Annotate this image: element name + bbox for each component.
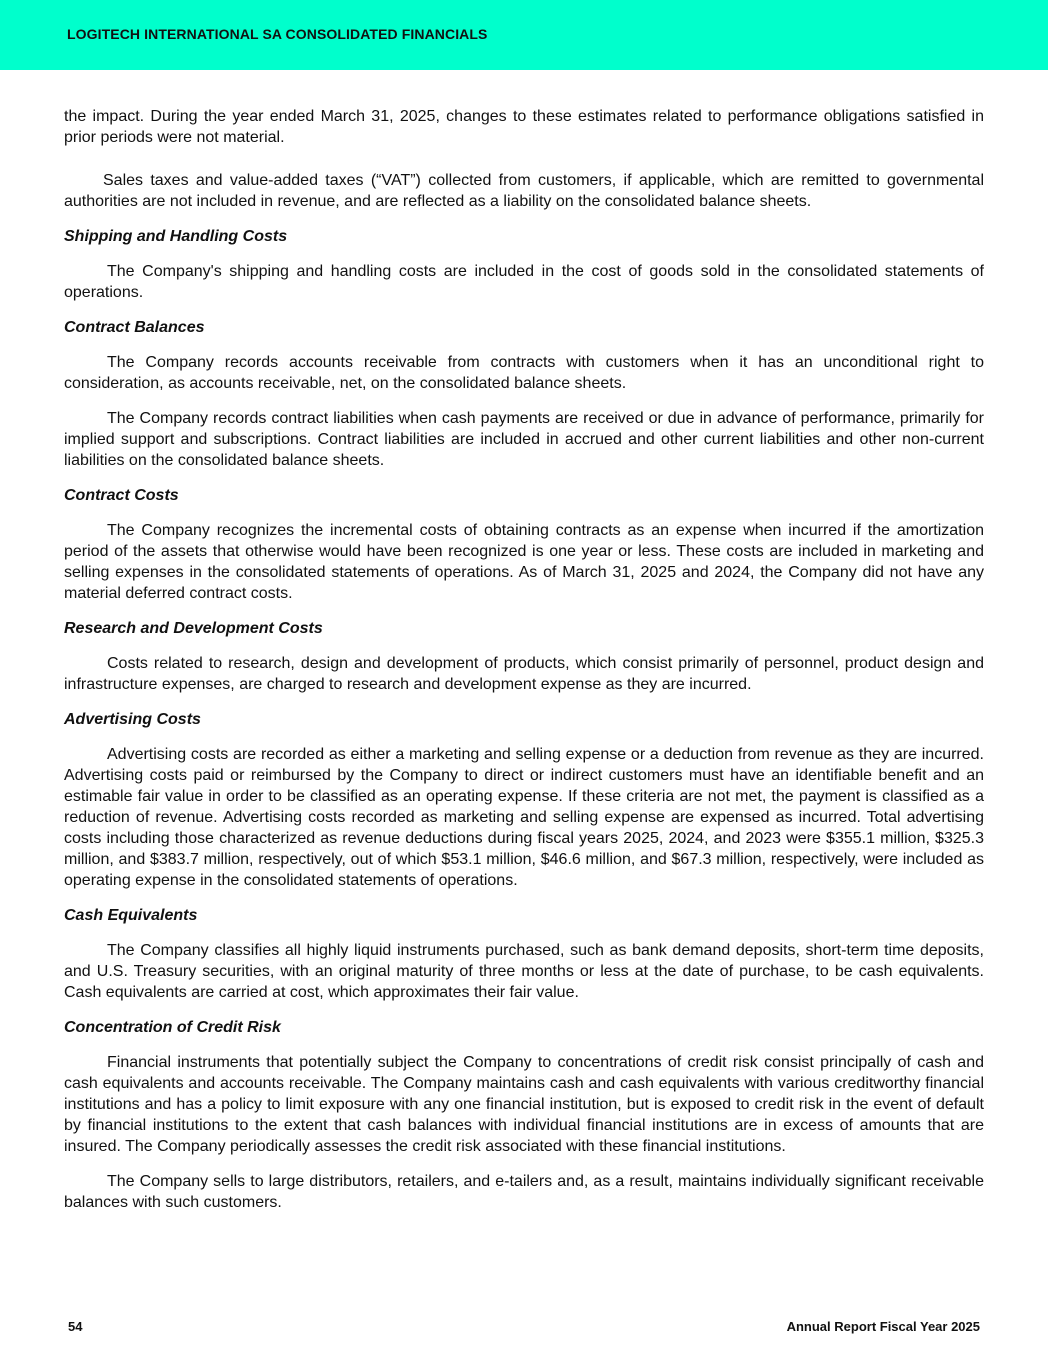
- page-body: [64, 106, 984, 1213]
- paragraph-contract-costs: The Company recognizes the incremental costs of obtaining contracts as an expense when incurred if the amortization period of the assets that otherwise would have been recognized is one year or less. These costs are included in marketing and selling expenses in the consolidated statements of operations. As of March 31, 2025 and 2024, the Company did not have any material deferred contract costs.: [64, 522, 984, 602]
- paragraph-cash-equivalents: The Company classifies all highly liquid instruments purchased, such as bank demand deposits, short-term time deposits, and U.S. Treasury securities, with an original maturity of three months or less at the date of purchase, to be cash equivalents. Cash equivalents are carried at cost, which approximates their fair value.: [64, 942, 984, 1001]
- paragraph-advertising-costs: Advertising costs are recorded as either a marketing and selling expense or a deduction from revenue as they are incurred. Advertising costs paid or reimbursed by the Company to direct or indirect customers must have an identifiable benefit and an estimable fair value in order to be classified as an operating expense. If these criteria are not met, the payment is classified as a reduction of revenue. Advertising costs recorded as marketing and selling expense are expensed as incurred. Total advertising costs including those characterized as revenue deductions during fiscal years 2025, 2024, and 2023 were $355.1 million, $325.3 million, and $383.7 million, respectively, out of which $53.1 million, $46.6 million, and $67.3 million, respectively, were included as operating expense in the consolidated statements of operations.: [64, 746, 984, 889]
- heading-advertising-costs: Advertising Costs: [64, 711, 201, 728]
- paragraph-research-development: Costs related to research, design and development of products, which consist primarily of personnel, product design and infrastructure expenses, are charged to research and development expense as they are incurred.: [64, 655, 984, 693]
- page-number: 54: [68, 1319, 83, 1334]
- paragraph-impact: the impact. During the year ended March 31, 2025, changes to these estimates related to performance obligations satisfied in prior periods were not material.: [64, 108, 984, 146]
- heading-shipping-handling: Shipping and Handling Costs: [64, 228, 288, 245]
- heading-contract-balances: Contract Balances: [64, 319, 205, 336]
- paragraph-contract-balances-2: The Company records contract liabilities when cash payments are received or due in advance of performance, primarily for implied support and subscriptions. Contract liabilities are included in accrued and other current liabilities and other non-current liabilities on the consolidated balance sheets.: [64, 410, 984, 469]
- heading-research-development: Research and Development Costs: [64, 620, 323, 637]
- paragraph-shipping-handling: The Company's shipping and handling costs are included in the cost of goods sold in the consolidated statements of operations.: [64, 263, 984, 301]
- paragraph-credit-risk-2: The Company sells to large distributors, retailers, and e-tailers and, as a result, maintains individually significant receivable balances with such customers.: [64, 1173, 984, 1211]
- heading-cash-equivalents: Cash Equivalents: [64, 907, 198, 924]
- paragraph-contract-balances-1: The Company records accounts receivable from contracts with customers when it has an unconditional right to consideration, as accounts receivable, net, on the consolidated balance sheets.: [64, 354, 984, 392]
- header-title: LOGITECH INTERNATIONAL SA CONSOLIDATED FINANCIALS: [67, 26, 488, 42]
- heading-contract-costs: Contract Costs: [64, 487, 179, 504]
- paragraph-credit-risk-1: Financial instruments that potentially subject the Company to concentrations of credit risk consist principally of cash and cash equivalents and accounts receivable. The Company maintains cash and cash equivalents with various creditworthy financial institutions and has a policy to limit exposure with any one financial institution, but is exposed to credit risk in the event of default by financial institutions to the extent that cash balances with individual financial institutions are in excess of amounts that are insured. The Company periodically assesses the credit risk associated with these financial institutions.: [64, 1054, 984, 1155]
- heading-credit-risk: Concentration of Credit Risk: [64, 1019, 281, 1036]
- paragraph-sales-taxes: Sales taxes and value-added taxes (“VAT”) collected from customers, if applicable, which are remitted to governmental authorities are not included in revenue, and are reflected as a liability on the consolidated balance sheets.: [64, 172, 984, 210]
- report-title: Annual Report Fiscal Year 2025: [786, 1319, 980, 1334]
